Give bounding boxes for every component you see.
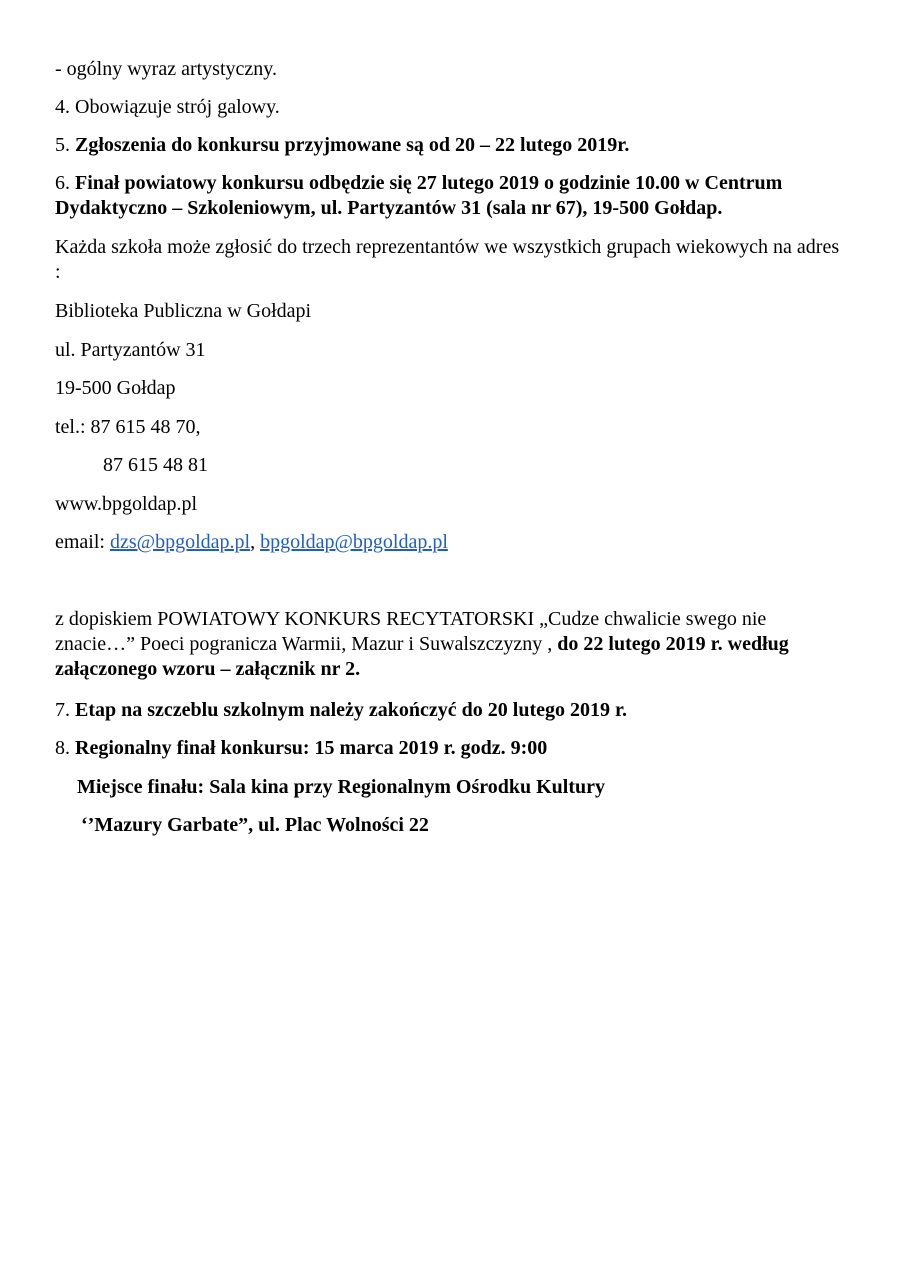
item-6-number: 6. bbox=[55, 172, 70, 194]
submission-note bbox=[55, 607, 845, 682]
item-5-text: Zgłoszenia do konkursu przyjmowane są od 20 – 22 lutego 2019r. bbox=[75, 134, 630, 156]
library-name: Biblioteka Publiczna w Gołdapi bbox=[55, 300, 312, 322]
item-7 bbox=[55, 698, 627, 722]
website-text: www.bpgoldap.pl bbox=[55, 493, 198, 515]
item-6 bbox=[55, 171, 845, 221]
school-note bbox=[55, 235, 845, 285]
address-street bbox=[55, 338, 206, 362]
item-6-text: Finał powiatowy konkursu odbędzie się 27 lutego 2019 o godzinie 10.00 w Centrum Dydaktyczno – Szkoleniowym, ul. Partyzantów 31 (sala nr 67), 19-500 Gołdap. bbox=[55, 172, 783, 219]
email-label: email: bbox=[55, 531, 105, 553]
phone-2: 87 615 48 81 bbox=[103, 454, 208, 476]
address-city bbox=[55, 376, 176, 400]
venue-line-2-text: ‘’Mazury Garbate”, ul. Plac Wolności 22 bbox=[81, 814, 429, 836]
address-tel1 bbox=[55, 415, 201, 439]
address-name bbox=[55, 299, 311, 323]
item-5 bbox=[55, 133, 629, 157]
venue-line-1-text: Miejsce finału: Sala kina przy Regionalnym Ośrodku Kultury bbox=[77, 776, 606, 798]
city-text: 19-500 Gołdap bbox=[55, 377, 176, 399]
address-email bbox=[55, 530, 448, 554]
item-8 bbox=[55, 736, 547, 760]
venue-line-1 bbox=[77, 775, 605, 799]
phone-1: tel.: 87 615 48 70, bbox=[55, 416, 201, 438]
item-7-number: 7. bbox=[55, 699, 70, 721]
item-7-text: Etap na szczeblu szkolnym należy zakończyć do 20 lutego 2019 r. bbox=[75, 699, 628, 721]
item-5-number: 5. bbox=[55, 134, 70, 156]
street-text: ul. Partyzantów 31 bbox=[55, 339, 206, 361]
criterion-line bbox=[55, 57, 277, 81]
email-link-dzs[interactable]: dzs@bpgoldap.pl bbox=[109, 531, 251, 553]
email-link-bpgoldap[interactable]: bpgoldap@bpgoldap.pl bbox=[260, 531, 448, 553]
email-separator: , bbox=[250, 531, 256, 553]
address-tel2 bbox=[103, 453, 208, 477]
item-4-text: 4. Obowiązuje strój galowy. bbox=[55, 96, 280, 118]
submission-note-deadline: do 22 lutego 2019 r. według załączonego wzoru – załącznik nr 2. bbox=[55, 633, 789, 680]
item-4 bbox=[55, 95, 280, 119]
address-website bbox=[55, 492, 197, 516]
venue-line-2 bbox=[81, 813, 429, 837]
item-8-text: Regionalny finał konkursu: 15 marca 2019 r. godz. 9:00 bbox=[75, 737, 548, 759]
criterion-text: - ogólny wyraz artystyczny. bbox=[55, 58, 277, 80]
item-8-number: 8. bbox=[55, 737, 70, 759]
school-note-text: Każda szkoła może zgłosić do trzech reprezentantów we wszystkich grupach wiekowych na adres : bbox=[55, 236, 840, 283]
submission-note-text: z dopiskiem POWIATOWY KONKURS RECYTATORSKI „Cudze chwalicie swego nie znacie…” Poeci pogranicza Warmii, Mazur i Suwalszczyzny , bbox=[55, 608, 767, 655]
